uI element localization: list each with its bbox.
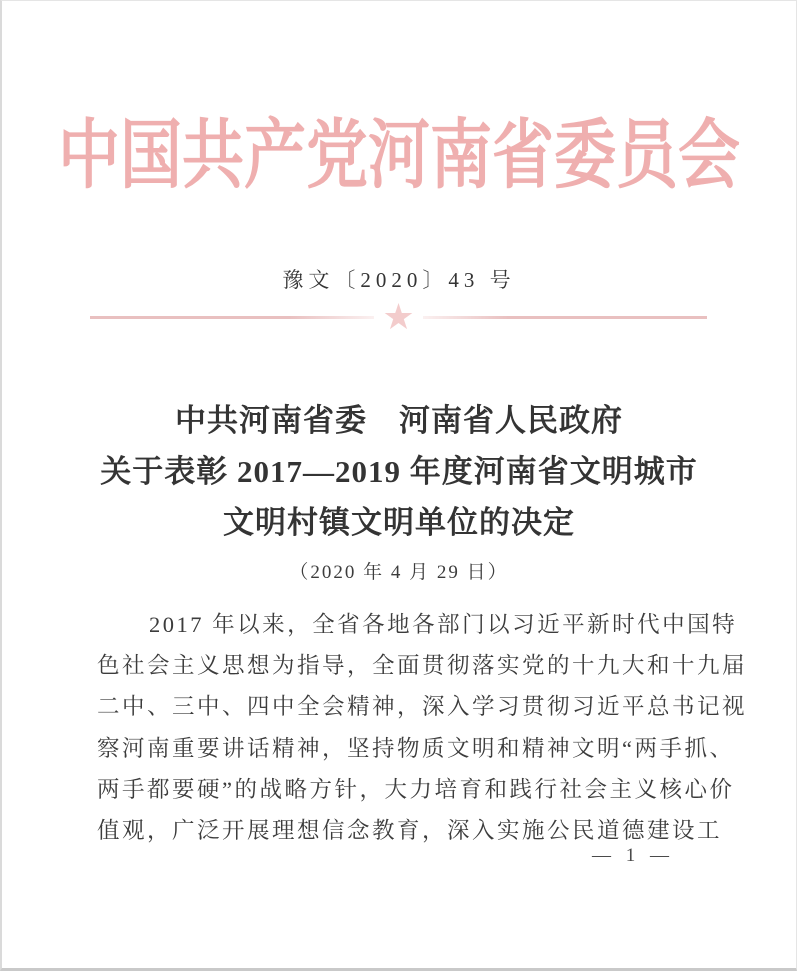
body-line: 二中、三中、四中全会精神，深入学习贯彻习近平总书记视: [97, 694, 748, 720]
body-line: 察河南重要讲话精神，坚持物质文明和精神文明“两手抓、: [97, 735, 735, 761]
page-number: — 1 —: [592, 845, 674, 866]
document-title: [2, 395, 796, 548]
body-line: 两手都要硬”的战略方针，大力培育和践行社会主义核心价: [97, 776, 735, 802]
body-line: 色社会主义思想为指导，全面贯彻落实党的十九大和十九届: [97, 653, 748, 679]
red-separator-line: [90, 297, 707, 337]
title-line-1: 中共河南省委 河南省人民政府: [175, 403, 623, 438]
document-date: （2020 年 4 月 29 日）: [289, 562, 509, 583]
red-header-organization: 中国共产党河南省委员会: [57, 115, 740, 199]
star-icon: ★: [382, 297, 415, 337]
body-line: 2017 年以来，全省各地各部门以习近平新时代中国特: [149, 612, 738, 637]
separator-line-right: [423, 316, 707, 319]
body-line: 值观，广泛开展理想信念教育，深入实施公民道德建设工: [97, 818, 723, 844]
title-line-2: 关于表彰 2017—2019 年度河南省文明城市: [100, 454, 698, 489]
title-line-3: 文明村镇文明单位的决定: [223, 505, 575, 540]
body-paragraph: [97, 604, 748, 851]
separator-line-left: [90, 316, 374, 319]
document-number: 豫文〔2020〕43 号: [282, 268, 516, 292]
